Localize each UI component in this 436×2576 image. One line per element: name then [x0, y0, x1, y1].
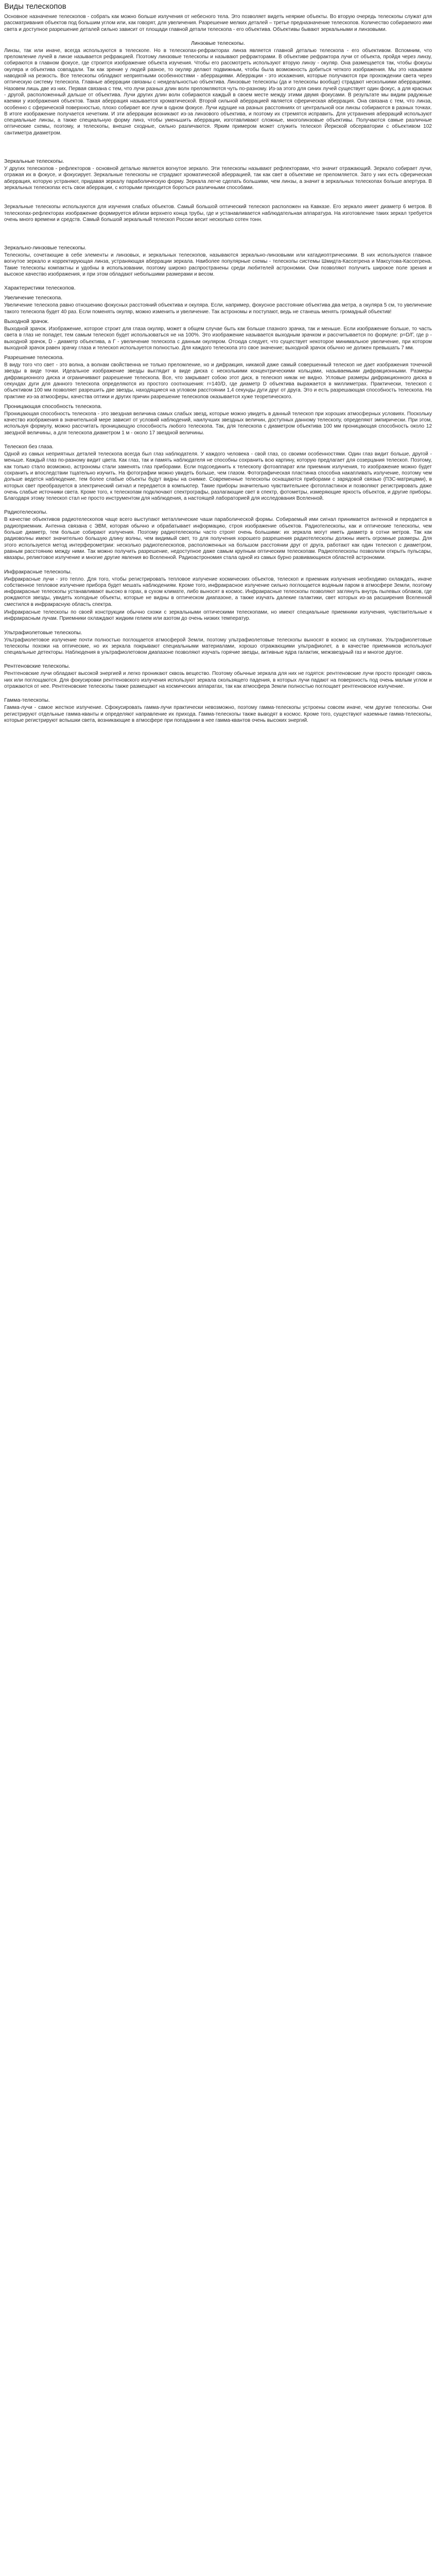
mirrorlens-paragraph: Телескопы, сочетающие в себе элементы и линзовых, и зеркальных телескопов, называются зеркально-линзовыми или катадиоптрическими. В них используются главное вогнутое зеркало и корректирующая линза, устраняющая аберрации зеркала. Наиболее популярные схемы - телескопы системы Шмидта-Кассегрена и Максутова-Кассегрена. Такие телескопы компактны и удобны в использовании, поэтому широко распространены среди любителей астрономии. Они позволяют получить широкое поле зрения и высокое качество изображения, и при этом обладают небольшими размерами и весом.: [4, 252, 432, 278]
infrared-paragraph: Инфракрасные телескопы по своей конструкции обычно схожи с зеркальными оптическими телескопами, но имеют специальные приемники излучения, чувствительные к инфракрасным лучам. Приемники охлаждают жидким гелием или азотом до очень низких температур.: [4, 609, 432, 622]
intro-section: [4, 14, 432, 33]
mirror-section: [4, 158, 432, 223]
xray-heading: Рентгеновские телескопы.: [4, 663, 71, 670]
characteristics-heading: Характеристики телескопов.: [4, 285, 76, 292]
penetrating-power-paragraph: Проницающая способность телескопа - это звездная величина самых слабых звезд, которые можно увидеть в данный телескоп при хороших атмосферных условиях. Поскольку качество изображения в значительной мере зависит от условий наблюдений, наилучших звездных величин, доступных данному телескопу, определяют эмпирически. При этом, используя формулу, можно рассчитать проницающую способность любого телескопа. Так, для телескопа с диаметром объектива 100 мм проницающая способность около 12 звездной величины, а для телескопа диаметром 1 м - около 17 звездной величины.: [4, 411, 432, 436]
radio-paragraph: В качестве объективов радиотелескопов чаще всего выступают металлические чаши параболической формы. Собираемый ими сигнал принимается антенной и передается в радиоприемник. Антенна связана с ЭВМ, которая обычно и обрабатывает информацию, строя изображение объектов. Радиотелескопы, как и оптические телескопы, чем больше диаметр, тем больше собирают излучения. Поэтому радиотелескопы часто строят очень большими: их зеркала могут иметь диаметр в сотни метров. Так как радиоволны имеют значительно большую длину волны, чем видимый свет, то для получения хорошего разрешения радиотелескопы должны иметь огромные размеры. Для этого используется метод интерферометрии: несколько радиотелескопов, расположенных на большом расстоянии друг от друга, работают как один телескоп с диаметром, равным расстоянию между ними. Так можно получить разрешение, недоступное даже самым крупным оптическим телескопам. Радиотелескопы позволили открыть пульсары, квазары, реликтовое излучение и многие другие явления во Вселенной. Радиоастрономия стала одной из самых бурно развивающихся областей астрономии.: [4, 517, 432, 561]
magnification-paragraph: Увеличение телескопа равно отношению фокусных расстояний объектива и окуляра. Если, например, фокусное расстояние объектива два метра, а окуляра 5 см, то увеличение такого телескопа будет 40 раз. Если поменять окуляр, можно изменить и увеличение. Так астрономы и поступают, ведь не станешь менять громадный объектив!: [4, 302, 432, 315]
mirrorlens-section: [4, 245, 432, 278]
infrared-heading: Инфракрасные телескопы.: [4, 568, 72, 575]
lens-section: [4, 40, 432, 137]
mirror-paragraph: У других телескопов - рефлекторов - основной деталью является вогнутое зеркало. Эти телескопы называют рефлекторами, что значит отражающий. Зеркало собирает лучи, отражая их в фокусе, и фокусирует. Зеркальные телескопы не страдают хроматической аберрацией, так как свет в объективе не преломляется. Зато у них есть сферическая аберрация, которую устраняют, придавая зеркалу параболическую форму. Зеркала легче сделать большими, чем линзы, а значит в зеркальных телескопах больше апертура. В зеркальных телескопах есть свои аберрации, с которыми приходится бороться различными способами.: [4, 166, 432, 191]
lens-paragraph: Линзы, так или иначе, всегда используются в телескопе. Но в телескопах-рефракторах линза является главной деталью телескопа - его объективом. Вспомним, что преломление лучей в линзе называется рефракцией. Поэтому линзовые телескопы и называют рефракторами. В объективе рефрактора лучи от объекта, пройдя через линзу, собираются в главном фокусе, где строится изображение объекта изучения. Чтобы его рассмотреть используют вторую линзу - окуляр. Она размещается так, чтобы фокусы окуляра и объектива совпадали. Так как зрение у людей разное, то окуляр делают подвижным, чтобы была возможность добиться четкого изображения. Мы это называем наводкой на резкость. Все телескопы обладают неприятными особенностями - аберрациями. Аберрации - это искажения, которые получаются при прохождении света через оптическую систему телескопа. Главные аберрации связаны с неидеальностью объектива. Линзовые телескопы (да и телескопы вообще) страдают несколькими аберрациями. Назовем лишь две из них. Первая связана с тем, что лучи разных длин волн преломляются чуть по-разному. Из-за этого для синих лучей существует один фокус, а для красных - другой, расположенный дальше от объектива. Лучи других длин волн собираются каждый в своем месте между этими двумя фокусами. В результате мы видим радужные каемки у изображения объектов. Такая аберрация называется хроматической. Второй сильной аберрацией является сферическая аберрация. Она связана с тем, что линза, особенно с сферической поверхностью, плохо собирает все лучи в одном фокусе. Лучи идущие на разных расстояниях от центральной оси линзы собираются в разных точках. В итоге изображение получается нечетким. И эти аберрации возникают из-за линзового объектива, и поэтому их стремятся исправить. Для устранения аберраций используют специальные линзы, а также специальную форму линз, чтобы уменьшить аберрации, изготавливают сложные, многолинзовые объективы. Получаются самые различные оптические схемы, поэтому, и телескопы, внешне сходные, сильно различаются. Ярким примером может служить телескоп Йеркской обсерватории с объективом 102 сантиметра диаметром.: [4, 47, 432, 136]
eye-paragraph: Одной из самых неприятных деталей телескопа всегда был глаз наблюдателя. У каждого человека - свой глаз, со своими особенностями. Один глаз видит больше, другой - меньше. Каждый глаз по-разному видит цвета. Как глаз, так и память наблюдателя не способны сохранить всю картину, которую предлагает для созерцания телескоп. Поэтому, как только стало возможно, астрономы стали заменять глаз приборами. Если подсоединить к телескопу фотоаппарат или приемник излучения, то изображение можно будет сохранить и впоследствии тщательно изучить. На фотографии можно увидеть больше, чем глазом. Фотографическая пластинка способна накапливать излучение, поэтому чем дольше ведется наблюдение, тем более слабые объекты будут видны на снимке. Современные телескопы оснащаются приборами с зарядовой связью (ПЗС-матрицами), в которых свет преобразуется в электрический сигнал и передается в компьютер. Такие приборы значительно чувствительнее фотопластинок и позволяют регистрировать даже очень слабые источники света. Кроме того, к телескопам подключают спектрографы, разлагающие свет в спектр, фотометры, измеряющие яркость объектов, и другие приборы. Благодаря этому телескоп стал не просто инструментом для наблюдения, а настоящей лабораторией для исследования Вселенной.: [4, 451, 432, 502]
magnification-heading: Увеличение телескопа.: [4, 295, 63, 301]
exit-pupil-heading: Выходной зрачок.: [4, 318, 49, 325]
gamma-heading: Гамма-телескопы.: [4, 697, 50, 704]
document: [0, 0, 436, 724]
xray-section: [4, 663, 432, 690]
exit-pupil-paragraph: Выходной зрачок. Изображение, которое строит для глаза окуляр, может в общем случае быть как больше глазного зрачка, так и меньше. Если изображение больше, то часть света в глаз не попадет, тем самым телескоп будет использоваться не на 100%. Это изображение называется выходным зрачком и рассчитывается по формуле: p=D/Г, где p - выходной зрачок, D - диаметр объектива, а Г - увеличение телескопа с данным окуляром. Отсюда следует, что существует некоторое минимальное увеличение, при котором выходной зрачок равен зрачку глаза и телескоп используется полностью. Для каждого телескопа это свое значение; выходной зрачок обычно не должен превышать 7 мм.: [4, 326, 432, 351]
radio-heading: Радиотелескопы.: [4, 509, 48, 516]
eye-heading: Телескоп без глаза.: [4, 444, 54, 450]
infrared-section: [4, 569, 432, 622]
infrared-paragraph: Инфракрасные лучи - это тепло. Для того, чтобы регистрировать тепловое излучение космических объектов, телескоп и приемник излучения необходимо охлаждать, иначе собственное тепловое излучение прибора будет мешать наблюдениям. Кроме того, инфракрасное излучение сильно поглощается водяным паром в атмосфере Земли, поэтому инфракрасные телескопы устанавливают высоко в горах, в сухом климате, либо выносят в космос. Инфракрасные телескопы позволяют заглянуть внутрь пылевых облаков, где рождаются звезды, увидеть холодные объекты, которые не видны в оптическом диапазоне, а также изучать далекие галактики, свет которых из-за расширения Вселенной сместился в инфракрасную область спектра.: [4, 576, 432, 607]
eye-section: [4, 444, 432, 502]
page-title: Виды телескопов: [4, 2, 66, 11]
resolution-paragraph: В виду того что свет - это волна, а волнам свойственна не только преломление, но и дифракция, никакой даже самый совершенный телескоп не дает изображения точечной звезды в виде точки. Идеальное изображение звезды выглядит в виде диска с несколькими концентрическими кольцами, называемыми дифракционными. Размеры дифракционного диска и ограничивают разрешение телескопа. Все, что закрывает собою этот диск, в телескоп никак не видно. Угловые размеры дифракционного диска в секундах дуги для данного телескопа определяются из простого соотношения: r=140/D, где диаметр D объектива выражается в миллиметрах. Практически, телескоп с объективом 100 мм позволяет разрешить две звезды, находящиеся на угловом расстоянии 1,4 секунды дуги друг от друга. Это и есть разрешающая способность телескопа. На практике из-за атмосферы, качества оптики и других причин разрешение телескопов оказывается хуже теоретического.: [4, 362, 432, 400]
xray-paragraph: Рентгеновские лучи обладают высокой энергией и легко проникают сквозь вещество. Поэтому обычные зеркала для них не годятся: рентгеновские лучи просто проходят сквозь них или поглощаются. Для фокусировки рентгеновского излучения используют зеркала скользящего падения, в которых лучи падают на поверхность под очень малым углом и отражаются от нее. Рентгеновские телескопы также размещают на космических аппаратах, так как атмосфера Земли полностью поглощает рентгеновское излучение.: [4, 671, 432, 690]
mirror-paragraph: Зеркальные телескопы используются для изучения слабых объектов. Самый большой оптический телескоп расположен на Кавказе. Его зеркало имеет диаметр 6 метров. В телескопах-рефлекторах изображение формируется вблизи верхнего конца трубы, где и устанавливается наблюдательная аппаратура. На изготовление таких зеркал требуется очень много времени и средств. Самый большой зеркальный телескоп России весит несколько сотен тонн.: [4, 204, 432, 223]
gamma-section: [4, 697, 432, 724]
lens-heading: Линзовые телескопы.: [190, 40, 246, 46]
mirrorlens-heading: Зеркально-линзовые телескопы.: [4, 245, 86, 251]
ultraviolet-heading: Ультрафиолетовые телескопы.: [4, 629, 82, 636]
ultraviolet-paragraph: Ультрафиолетовое излучение почти полностью поглощается атмосферой Земли, поэтому ультрафиолетовые телескопы выносят в космос на спутниках. Ультрафиолетовые телескопы похожи на оптические, но их зеркала покрывают специальными материалами, хорошо отражающими ультрафиолет, а в качестве приемников используют специальные детекторы. Наблюдения в ультрафиолетовом диапазоне позволяют изучать горячие звезды, активные ядра галактик, межзвездный газ и многое другое.: [4, 637, 432, 656]
penetrating-power-heading: Проницающая способность телескопа.: [4, 403, 102, 410]
resolution-heading: Разрешение телескопа.: [4, 354, 64, 361]
ultraviolet-section: [4, 630, 432, 656]
mirror-heading: Зеркальные телескопы.: [4, 158, 64, 165]
gamma-paragraph: Гамма-лучи - самое жесткое излучение. Сфокусировать гамма-лучи практически невозможно, поэтому гамма-телескопы устроены совсем иначе, чем другие телескопы. Они регистрируют отдельные гамма-кванты и определяют направление их прихода. Гамма-телескопы также выводят в космос. Кроме того, существуют наземные гамма-телескопы, которые регистрируют вспышки света, возникающие в атмосфере при попадании в нее гамма-квантов очень высоких энергий.: [4, 705, 432, 723]
characteristics-section: [4, 285, 432, 436]
intro-paragraph: Основное назначение телескопов - собрать как можно больше излучения от небесного тела. Это позволяет видеть неяркие объекты. Во вторую очередь телескопы служат для рассматривания объектов под большим углом или, как говорят, для увеличения. Разрешение мелких деталей – третье предназначение телескопов. Количество собираемого ими света и доступное разрешение деталей сильно зависит от площади главной детали телескопа - его объектива. Объективы бывают зеркальными и линзовыми.: [4, 14, 432, 32]
radio-section: [4, 509, 432, 561]
